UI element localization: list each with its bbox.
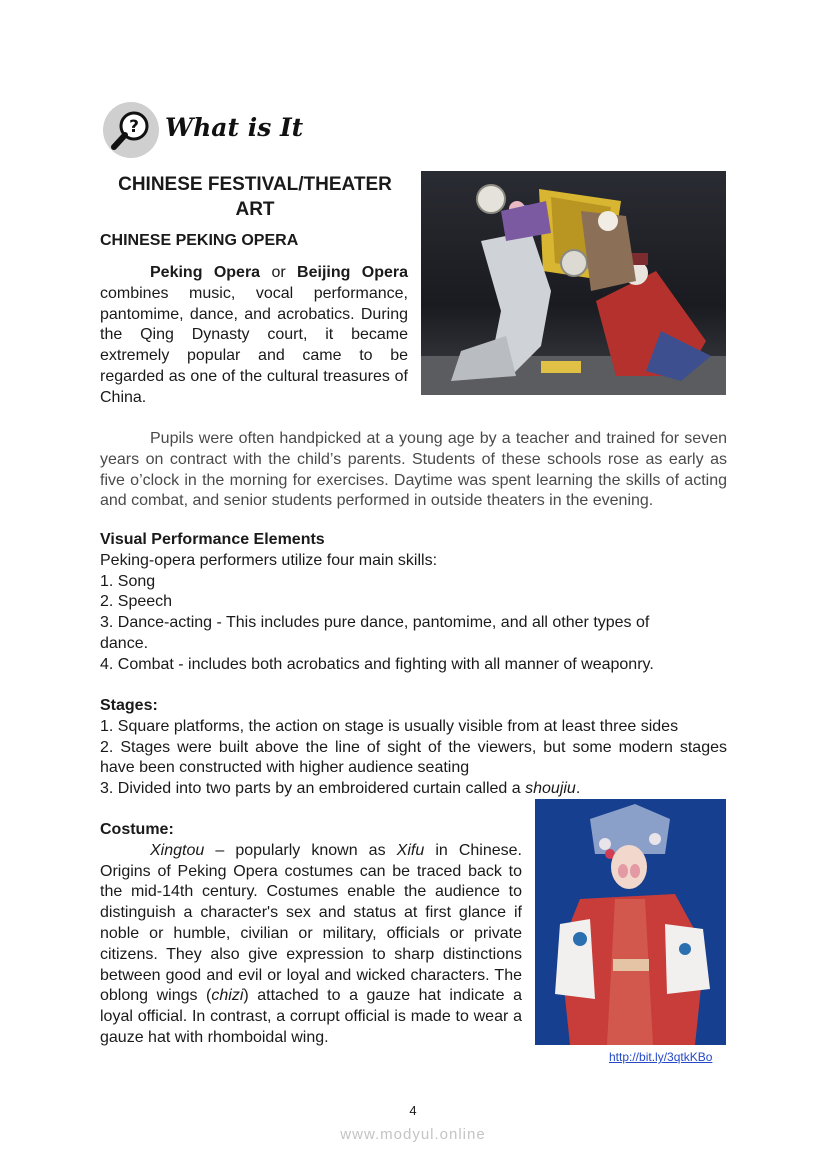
- list-item: 3. Dance-acting - This includes pure dance, pantomime, and all other types of dance.: [100, 614, 650, 652]
- opera-costume-photo: [535, 799, 726, 1045]
- intro-paragraph: Peking Opera or Beijing Opera combines music, vocal performance, pantomime, dance, and acrobatics. During the Qing Dynasty court, it became extremely popular and came to be regarded as one of the cultural treasures of China.: [100, 264, 408, 406]
- section-heading: CHINESE PEKING OPERA: [100, 232, 299, 249]
- list-item: 4. Combat - includes both acrobatics and fighting with all manner of weaponry.: [100, 655, 654, 673]
- stages-heading: Stages:: [100, 697, 158, 714]
- list-item: 3. Divided into two parts by an embroidered curtain called a shoujiu.: [100, 780, 581, 798]
- section-header-title: What is It: [165, 113, 304, 142]
- costume-section: [100, 820, 522, 1049]
- svg-text:?: ?: [129, 117, 139, 137]
- opera-performers-photo: [421, 171, 726, 395]
- magnifier-question-icon: [103, 102, 159, 158]
- page-number: 4: [409, 1103, 417, 1118]
- visual-performance-section: [100, 530, 727, 676]
- page-title: CHINESE FESTIVAL/THEATER ART: [118, 174, 392, 220]
- costume-heading: Costume:: [100, 821, 174, 838]
- costume-paragraph: Xingtou – popularly known as Xifu in Chinese. Origins of Peking Opera costumes can be traced back to the mid-14th century. Costumes enable the audience to distinguish a character's sex and status at first glance if noble or humble, civilian or military, officials or private citizens. They also give expression to sharp distinctions between good and evil or loyal and wicked characters. The oblong wings (chizi) attached to a gauze hat indicate a loyal official. In contrast, a corrupt official is made to wear a gauze hat with rhomboidal wing.: [100, 841, 523, 1046]
- visual-heading: Visual Performance Elements: [100, 531, 325, 548]
- list-item: 2. Speech: [100, 593, 173, 611]
- list-item: 2. Stages were built above the line of sight of the viewers, but some modern stages have been constructed with higher audience seating: [100, 738, 727, 777]
- training-paragraph: Pupils were often handpicked at a young age by a teacher and trained for seven years on contract with the child’s parents. Students of these schools rose as early as five o’clock in the morning for exercises. Daytime was spent learning the skills of acting and combat, and senior students performed in outside theaters in the evening.: [100, 430, 727, 510]
- stages-section: [100, 696, 727, 800]
- image-source-link[interactable]: http://bit.ly/3qtkKBo: [609, 1050, 713, 1064]
- visual-intro: Peking-opera performers utilize four main skills:: [100, 551, 438, 569]
- list-item: 1. Song: [100, 572, 156, 590]
- list-item: 1. Square platforms, the action on stage is usually visible from at least three sides: [100, 717, 679, 735]
- watermark: www.modyul.online: [340, 1126, 486, 1143]
